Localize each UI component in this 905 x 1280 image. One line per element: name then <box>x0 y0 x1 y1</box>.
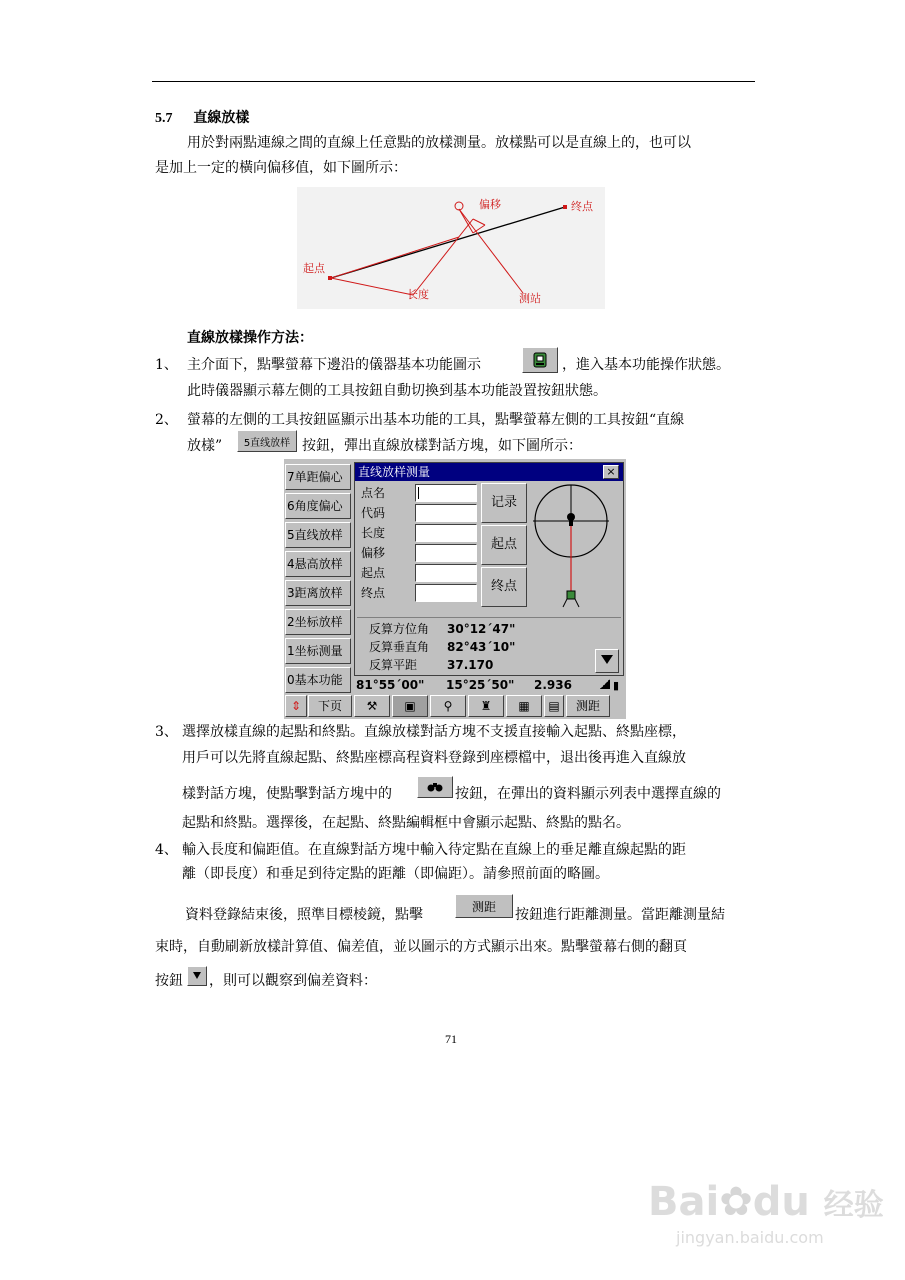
layout-icon[interactable]: ⚲ <box>430 695 466 717</box>
left-button-6[interactable]: 6角度偏心 <box>285 493 351 519</box>
closing-text-a: 資料登錄結束後，照準目標棱鏡，點擊 <box>185 907 423 923</box>
code-input[interactable] <box>415 504 477 522</box>
step-3-text-b: 用戶可以先將直線起點、終點座標高程資料登錄到座標檔中，退出後再進入直線放 <box>182 750 686 766</box>
label-start: 起点 <box>303 262 325 275</box>
step-1-text-a: 主介面下，點擊螢幕下邊沿的儀器基本功能圖示 <box>187 357 481 373</box>
field-label-length: 长度 <box>361 526 386 540</box>
result-label-vertical: 反算垂直角 <box>369 640 430 654</box>
field-label-start: 起点 <box>361 566 386 580</box>
battery-icon: ▮ <box>613 679 620 692</box>
status-bar <box>354 677 624 693</box>
field-label-end: 终点 <box>361 586 386 600</box>
record-button[interactable]: 记录 <box>481 483 527 523</box>
step-3-text-d: 按鈕，在彈出的資料顯示列表中選擇直線的 <box>455 786 721 802</box>
watermark-paw-icon: ✿ <box>719 1179 753 1225</box>
step-2-text-c: 按鈕，彈出直線放樣對話方塊，如下圖所示： <box>302 438 582 454</box>
measure-button[interactable]: 测距 <box>566 695 610 717</box>
step-2-text-b: 放樣” <box>187 438 223 454</box>
closing-text-b: 按鈕進行距離測量。當距離測量結 <box>515 907 725 923</box>
closing-text-d: 按鈕 <box>155 973 183 989</box>
step-1-text-b: ，進入基本功能操作狀態。 <box>562 357 730 373</box>
left-button-3[interactable]: 3距离放样 <box>285 580 351 606</box>
station-icon[interactable]: ♜ <box>468 695 504 717</box>
section-heading <box>155 110 249 127</box>
section-number: 5.7 <box>155 111 173 126</box>
calendar-icon[interactable]: ▦ <box>506 695 542 717</box>
close-button[interactable]: × <box>603 465 619 479</box>
result-value-distance: 37.170 <box>447 658 494 672</box>
next-page-button[interactable]: 下页 <box>308 695 352 717</box>
offset-input[interactable] <box>415 544 477 562</box>
end-point-button[interactable]: 终点 <box>481 567 527 607</box>
left-button-0[interactable]: 0基本功能 <box>285 667 351 693</box>
left-button-2[interactable]: 2坐标放样 <box>285 609 351 635</box>
device-screen <box>284 459 626 719</box>
header-rule <box>152 81 755 82</box>
status-angle-2: 15°25´50" <box>446 678 515 692</box>
divider <box>357 617 621 618</box>
target-graphic <box>531 483 619 613</box>
step-2-text-a: 螢幕的左側的工具按鈕區顯示出基本功能的工具，點擊螢幕左側的工具按鈕“直線 <box>187 412 685 428</box>
result-value-azimuth: 30°12´47" <box>447 622 516 636</box>
step-2-number: 2、 <box>155 412 178 428</box>
step-4-text-a: 輸入長度和偏距值。在直線對話方塊中輸入待定點在直線上的垂足離直線起點的距 <box>182 842 686 858</box>
length-input[interactable] <box>415 524 477 542</box>
method-title: 直線放樣操作方法： <box>187 330 313 346</box>
step-4-text-b: 離（即長度）和垂足到待定點的距離（即偏距）。請參照前面的略圖。 <box>182 866 609 882</box>
tools-icon[interactable]: ⚒ <box>354 695 390 717</box>
watermark-cn: 经验 <box>823 1188 884 1223</box>
page-flip-button[interactable] <box>187 966 207 986</box>
left-button-7[interactable]: 7单距偏心 <box>285 464 351 490</box>
watermark-brand-2: du <box>752 1179 810 1225</box>
binoculars-button[interactable] <box>417 776 453 798</box>
result-value-vertical: 82°43´10" <box>447 640 516 654</box>
closing-text-e: ，則可以觀察到偏差資料： <box>209 973 377 989</box>
label-offset: 偏移 <box>479 198 501 211</box>
instrument-icon[interactable]: ▣ <box>392 695 428 717</box>
status-angle-1: 81°55´00" <box>356 678 425 692</box>
step-3-text-e: 起點和終點。選擇後，在起點、終點編輯框中會顯示起點、終點的點名。 <box>182 815 630 831</box>
section-title: 直線放樣 <box>193 110 250 126</box>
watermark-url: jingyan.baidu.com <box>676 1228 824 1247</box>
page-down-icon <box>596 650 618 672</box>
binoculars-icon <box>427 781 443 793</box>
status-value: 2.936 <box>534 678 572 692</box>
dialog-title-text: 直线放样测量 <box>358 465 431 479</box>
grid-icon[interactable]: ▤ <box>544 695 564 717</box>
step-4-number: 4、 <box>155 842 178 858</box>
left-button-1[interactable]: 1坐标测量 <box>285 638 351 664</box>
page-number: 71 <box>445 1032 457 1046</box>
page-down-button[interactable] <box>595 649 619 673</box>
instrument-function-icon[interactable] <box>522 347 558 373</box>
step-3-text-c: 樣對話方塊，使點擊對話方塊中的 <box>182 786 392 802</box>
result-label-distance: 反算平距 <box>369 658 418 672</box>
field-label-offset: 偏移 <box>361 546 386 560</box>
field-label-name: 点名 <box>361 486 386 500</box>
line-stakeout-inline-button[interactable]: 5直线放样 <box>237 430 297 452</box>
intro-line-1: 用於對兩點連線之間的直線上任意點的放樣測量。放樣點可以是直線上的，也可以 <box>187 135 691 151</box>
intro-line-2: 是加上一定的橫向偏移值，如下圖所示： <box>155 160 407 176</box>
step-1-number: 1、 <box>155 357 178 373</box>
measure-inline-button[interactable]: 测距 <box>455 894 513 918</box>
name-input[interactable] <box>415 484 477 502</box>
watermark-logo <box>648 1180 884 1228</box>
watermark-brand: Bai <box>648 1179 720 1225</box>
label-length: 长度 <box>407 288 429 301</box>
field-label-code: 代码 <box>361 506 386 520</box>
scroll-up-down-icon[interactable]: ⇕ <box>285 695 307 717</box>
closing-text-c: 束時，自動刷新放樣計算值、偏差值，並以圖示的方式顯示出來。點擊螢幕右側的翻頁 <box>155 939 687 955</box>
page-flip-icon <box>190 969 204 983</box>
step-3-text-a: 選擇放樣直線的起點和終點。直線放樣對話方塊不支援直接輸入起點、終點座標， <box>182 724 686 740</box>
left-button-4[interactable]: 4悬高放样 <box>285 551 351 577</box>
start-point-button[interactable]: 起点 <box>481 525 527 565</box>
label-station: 测站 <box>519 292 541 305</box>
start-input[interactable] <box>415 564 477 582</box>
stakeout-diagram <box>297 187 605 309</box>
signal-icon <box>600 679 610 689</box>
step-1-text-c: 此時儀器顯示幕左側的工具按鈕自動切換到基本功能設置按鈕狀態。 <box>187 383 607 399</box>
end-input[interactable] <box>415 584 477 602</box>
stakeout-dialog <box>354 462 624 676</box>
result-label-azimuth: 反算方位角 <box>369 622 430 636</box>
dialog-title <box>355 463 623 481</box>
label-end: 终点 <box>571 200 593 213</box>
left-button-5[interactable]: 5直线放样 <box>285 522 351 548</box>
step-3-number: 3、 <box>155 724 178 740</box>
